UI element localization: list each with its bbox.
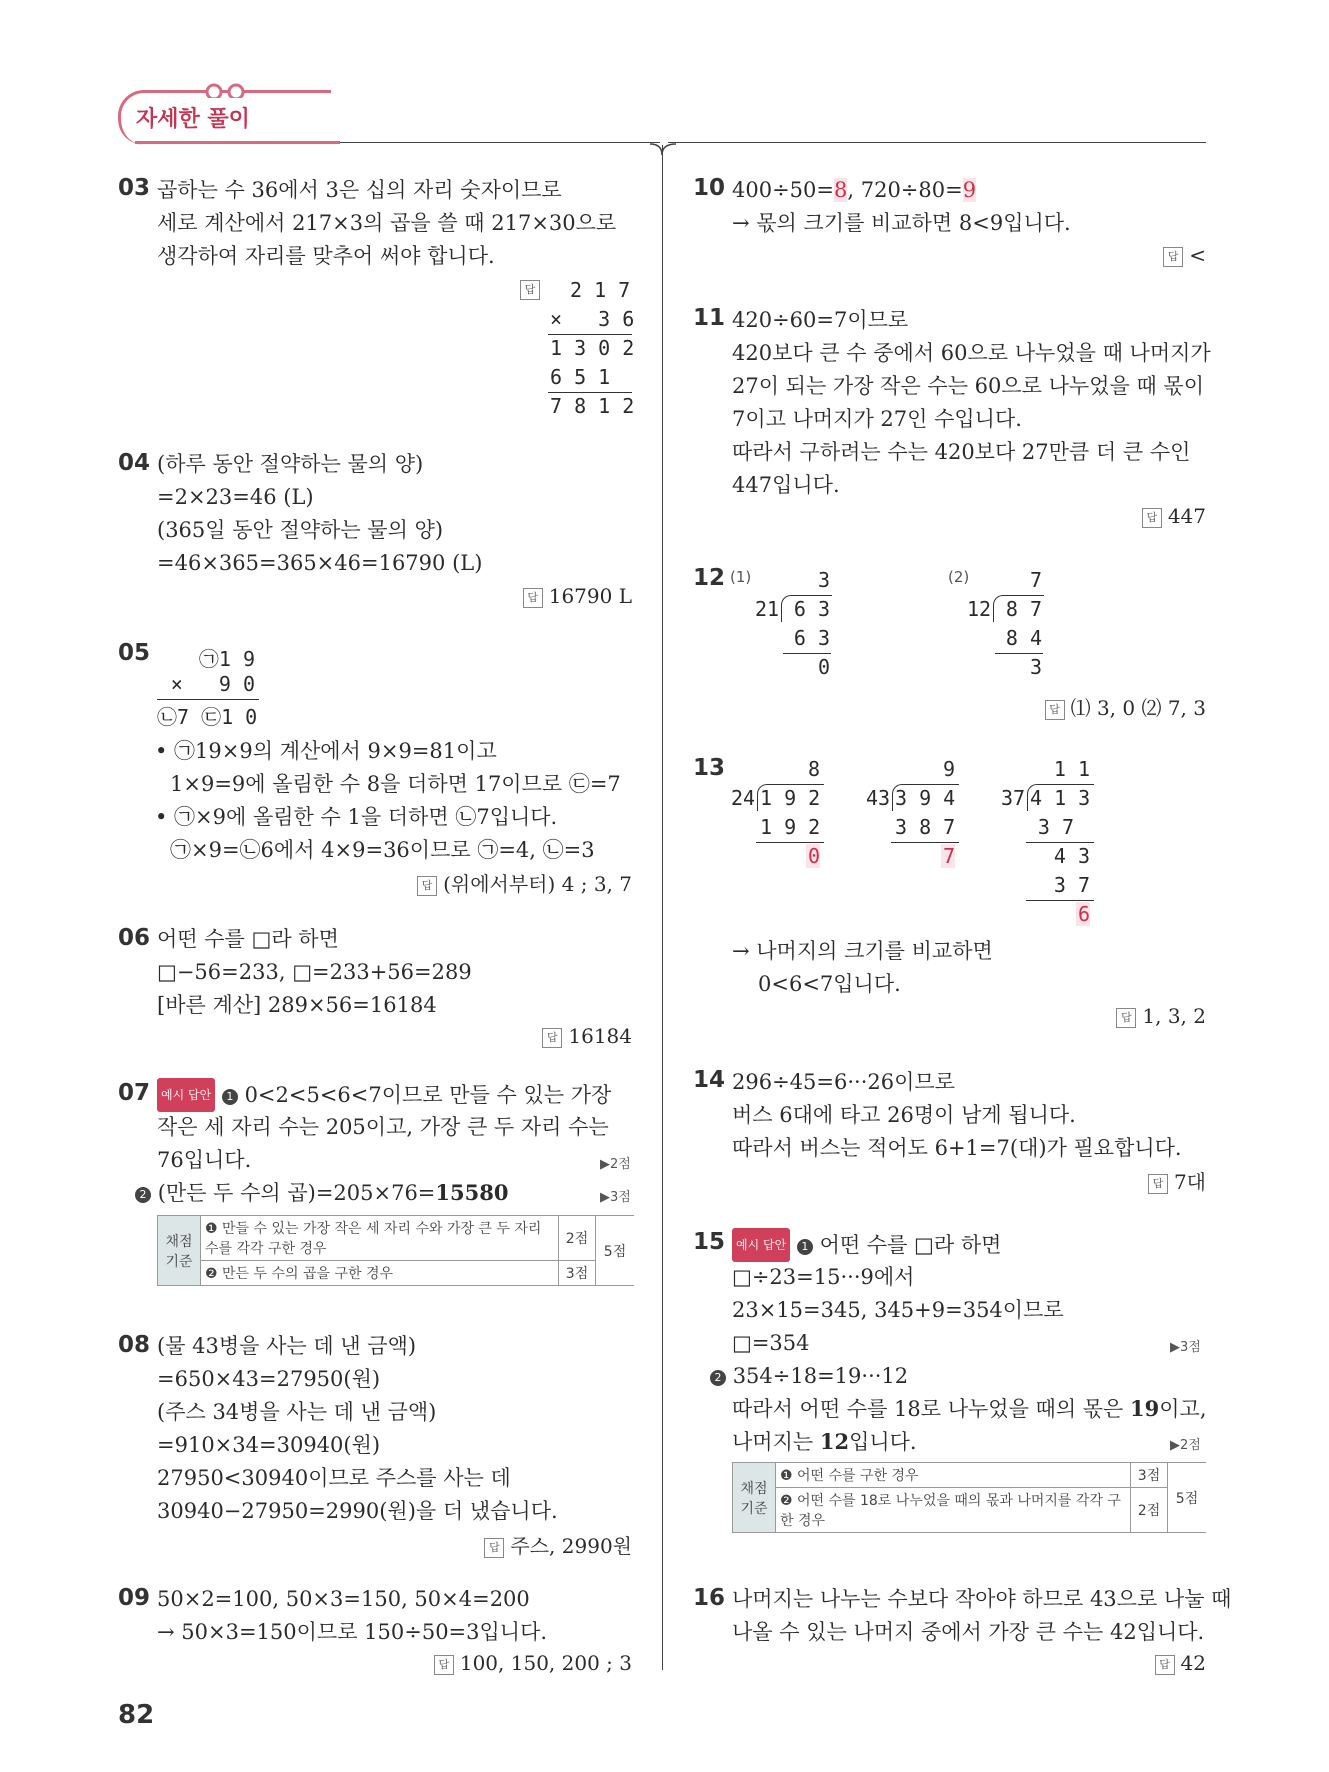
solution-line: 나올 수 있는 나머지 중에서 가장 큰 수는 42입니다.	[732, 1620, 1205, 1644]
answer: 답 42	[1000, 1651, 1206, 1675]
answer: 답 (위에서부터) 4 ; 3, 7	[340, 868, 632, 897]
subtrahend: 3 8 7	[895, 815, 956, 839]
solution-line: □=354	[732, 1331, 810, 1355]
answer: 답 16790 L	[380, 584, 632, 608]
quotient: 7	[1029, 568, 1042, 592]
remainder: 6	[1077, 902, 1090, 926]
solution-line: (물 43병을 사는 데 낸 금액)	[157, 1334, 417, 1358]
calc-line: × 9 0	[170, 672, 255, 696]
solution-line: □−56=233, □=233+56=289	[157, 960, 472, 984]
quotient: 3	[817, 568, 830, 592]
grading-criteria-table	[157, 1215, 634, 1286]
header-eyes-icon	[202, 80, 250, 98]
subtrahend: 1 9 2	[760, 815, 821, 839]
answer: 답 1, 3, 2	[1000, 1004, 1206, 1028]
problem-number: 13	[693, 755, 726, 781]
problem-number: 03	[118, 175, 151, 201]
problem-number: 15	[693, 1229, 726, 1255]
calc-line: ㉡7 ㉢1 0	[157, 705, 258, 729]
divisor: 12	[967, 597, 992, 621]
example-answer-badge: 예시 답안	[157, 1078, 215, 1112]
solution-line: 생각하여 자리를 맞추어 써야 합니다.	[157, 244, 495, 268]
calc-line: ㉠1 9	[198, 647, 255, 671]
solution-line: 50×2=100, 50×3=150, 50×4=200	[157, 1587, 530, 1611]
calc-rule	[783, 653, 831, 654]
points-label: ▶2점	[1170, 1438, 1201, 1453]
calc-line: × 3 6	[550, 307, 635, 331]
remainder: 7	[942, 844, 955, 868]
solution-line: 30940−27950=2990(원)을 더 냈습니다.	[157, 1499, 558, 1523]
solution-line: 버스 6대에 타고 26명이 남게 됩니다.	[732, 1103, 1076, 1127]
problem-number: 14	[693, 1067, 726, 1093]
dividend: 4 1 3	[1030, 786, 1091, 810]
answer: 답 7대	[1000, 1166, 1206, 1195]
calc-rule	[891, 842, 959, 843]
divider-curve	[650, 142, 676, 154]
problem-number: 12	[693, 565, 726, 591]
answer: 답 주스, 2990원	[400, 1530, 632, 1559]
problem-number: 16	[693, 1585, 726, 1611]
solution-line: • ㉠×9에 올림한 수 1을 더하면 ㉡7입니다.	[155, 805, 558, 829]
solution-line: → 50×3=150이므로 150÷50=3입니다.	[157, 1620, 548, 1644]
solution-line: 예시 답안 1 어떤 수를 □라 하면	[732, 1228, 1001, 1262]
page-title: 자세한 풀이	[136, 107, 250, 132]
answer-tag: 답	[520, 280, 540, 300]
dividend: 1 9 2	[760, 786, 821, 810]
solution-line: 따라서 버스는 적어도 6+1=7(대)가 필요합니다.	[732, 1136, 1182, 1160]
step-2-icon: 2	[710, 1370, 726, 1386]
intermediate: 4 3	[1053, 844, 1090, 868]
solution-line: 420÷60=7이므로	[732, 308, 909, 332]
solution-line: 447입니다.	[732, 473, 840, 497]
solution-line: [바른 계산] 289×56=16184	[157, 993, 437, 1017]
problem-number: 09	[118, 1585, 151, 1611]
header-rule	[340, 142, 660, 143]
answer: 답 ⑴ 3, 0 ⑵ 7, 3	[950, 692, 1206, 721]
criteria-text: ❶ 만들 수 있는 가장 작은 세 자리 수와 가장 큰 두 자리 수를 각각 구한 경우	[201, 1216, 559, 1261]
header-rule-right	[668, 142, 1206, 143]
criteria-text: ❶ 어떤 수를 구한 경우	[776, 1463, 1131, 1488]
criteria-points: 2점	[559, 1216, 596, 1261]
calc-rule	[1026, 900, 1094, 901]
calc-rule	[548, 334, 632, 335]
criteria-head: 채점 기준	[158, 1216, 201, 1286]
column-divider	[662, 145, 663, 1670]
solution-line: 작은 세 자리 수는 205이고, 가장 큰 두 자리 수는	[157, 1115, 609, 1139]
criteria-total: 5점	[1168, 1463, 1207, 1533]
subtrahend: 6 3	[793, 626, 830, 650]
solution-line: ㉠×9=㉡6에서 4×9=36이므로 ㉠=4, ㉡=3	[170, 838, 595, 862]
subtrahend: 3 7	[1053, 873, 1090, 897]
problem-number: 10	[693, 175, 726, 201]
solution-line: =910×34=30940(원)	[157, 1433, 381, 1457]
solution-line: → 몫의 크기를 비교하면 8<9입니다.	[732, 211, 1071, 235]
solution-line: 27이 되는 가장 작은 수는 60으로 나누었을 때 몫이	[732, 374, 1204, 398]
problem-number: 04	[118, 450, 151, 476]
solution-line: 예시 답안 1 0<2<5<6<7이므로 만들 수 있는 가장	[157, 1078, 611, 1112]
solution-line: □÷23=15···9에서	[732, 1265, 915, 1289]
solution-line: 76입니다.	[157, 1148, 252, 1172]
quotient: 9	[942, 757, 955, 781]
problem-number: 08	[118, 1332, 151, 1358]
solution-line: 어떤 수를 □라 하면	[157, 927, 339, 951]
problem-number: 07	[118, 1080, 151, 1106]
criteria-points: 2점	[1131, 1488, 1168, 1533]
calc-rule	[1026, 842, 1094, 843]
solution-line: 2 354÷18=19···12	[710, 1360, 908, 1392]
solution-line: 따라서 구하려는 수는 420보다 27만큼 더 큰 수인	[732, 440, 1191, 464]
header-rule-pink	[135, 141, 340, 144]
criteria-head: 채점 기준	[733, 1463, 776, 1533]
dividend: 6 3	[793, 597, 830, 621]
sub-label: (1)	[730, 568, 752, 586]
solution-line: (주스 34병을 사는 데 낸 금액)	[157, 1400, 437, 1424]
quotient: 8	[807, 757, 820, 781]
answer: 답 447	[1000, 504, 1206, 528]
subtrahend: 3 7	[1037, 815, 1074, 839]
solution-line: =650×43=27950(원)	[157, 1367, 381, 1391]
solution-line: • ㉠19×9의 계산에서 9×9=81이고	[155, 739, 497, 763]
calc-rule	[756, 842, 824, 843]
solution-line: → 나머지의 크기를 비교하면	[732, 939, 993, 963]
solution-line: 1×9=9에 올림한 수 8을 더하면 17이므로 ㉢=7	[170, 772, 621, 796]
criteria-text: ❷ 어떤 수를 18로 나누었을 때의 몫과 나머지를 각각 구한 경우	[776, 1488, 1131, 1533]
calc-rule	[157, 699, 259, 700]
solution-line: (하루 동안 절약하는 물의 양)	[157, 452, 424, 476]
calc-rule	[995, 653, 1043, 654]
solution-line: 7이고 나머지가 27인 수입니다.	[732, 407, 1022, 431]
calc-line: 1 3 0 2	[550, 336, 635, 360]
subtrahend: 8 4	[1005, 626, 1042, 650]
solution-line: 27950<30940이므로 주스를 사는 데	[157, 1466, 511, 1490]
page-number: 82	[118, 1700, 155, 1730]
divisor: 37	[1001, 786, 1026, 810]
criteria-points: 3점	[559, 1261, 596, 1286]
divisor: 24	[731, 786, 756, 810]
calc-line: 7 8 1 2	[550, 394, 635, 418]
calc-rule	[548, 392, 632, 393]
remainder: 3	[1029, 655, 1042, 679]
solution-line: 따라서 어떤 수를 18로 나누었을 때의 몫은 19이고,	[732, 1396, 1207, 1421]
grading-criteria-table	[732, 1462, 1206, 1533]
problem-number: 06	[118, 925, 151, 951]
divisor: 21	[755, 597, 780, 621]
answer: 답 16184	[440, 1024, 632, 1048]
solution-line: 296÷45=6···26이므로	[732, 1070, 955, 1094]
problem-number: 05	[118, 640, 151, 666]
points-label: ▶3점	[600, 1190, 631, 1205]
dividend: 3 9 4	[895, 786, 956, 810]
solution-line: 세로 계산에서 217×3의 곱을 쓸 때 217×30으로	[157, 211, 617, 235]
solution-line: 420보다 큰 수 중에서 60으로 나누었을 때 나머지가	[732, 341, 1211, 365]
answer: 답 <	[1000, 243, 1206, 267]
answer: 답 100, 150, 200 ; 3	[380, 1651, 632, 1675]
solution-line: 0<6<7입니다.	[758, 972, 901, 996]
quotient: 1 1	[1053, 757, 1090, 781]
step-2-icon: 2	[135, 1187, 151, 1203]
solution-line: (365일 동안 절약하는 물의 양)	[157, 518, 444, 542]
solution-line: =2×23=46 (L)	[157, 485, 314, 509]
solution-line: 나머지는 12입니다.	[732, 1429, 917, 1454]
example-answer-badge: 예시 답안	[732, 1228, 790, 1262]
calc-line: 6 5 1	[550, 365, 635, 389]
problem-number: 11	[693, 305, 726, 331]
sub-label: (2)	[948, 568, 970, 586]
solution-line: 곱하는 수 36에서 3은 십의 자리 숫자이므로	[157, 178, 562, 202]
remainder: 0	[807, 844, 820, 868]
criteria-total: 5점	[596, 1216, 635, 1286]
step-1-icon: 1	[222, 1089, 238, 1105]
calc-line: 2 1 7	[570, 278, 631, 302]
solution-line: 23×15=345, 345+9=354이므로	[732, 1298, 1064, 1322]
solution-line: =46×365=365×46=16790 (L)	[157, 551, 483, 575]
divisor: 43	[866, 786, 891, 810]
solution-line: 400÷50=8, 720÷80=9	[732, 178, 977, 202]
points-label: ▶3점	[1170, 1340, 1201, 1355]
points-label: ▶2점	[600, 1157, 631, 1172]
dividend: 8 7	[1005, 597, 1042, 621]
criteria-points: 3점	[1131, 1463, 1168, 1488]
step-1-icon: 1	[797, 1239, 813, 1255]
solution-line: 2 (만든 두 수의 곱)=205×76=15580	[135, 1177, 508, 1209]
solution-line: 나머지는 나누는 수보다 작아야 하므로 43으로 나눌 때	[732, 1587, 1232, 1611]
remainder: 0	[817, 655, 830, 679]
criteria-text: ❷ 만든 두 수의 곱을 구한 경우	[201, 1261, 559, 1286]
